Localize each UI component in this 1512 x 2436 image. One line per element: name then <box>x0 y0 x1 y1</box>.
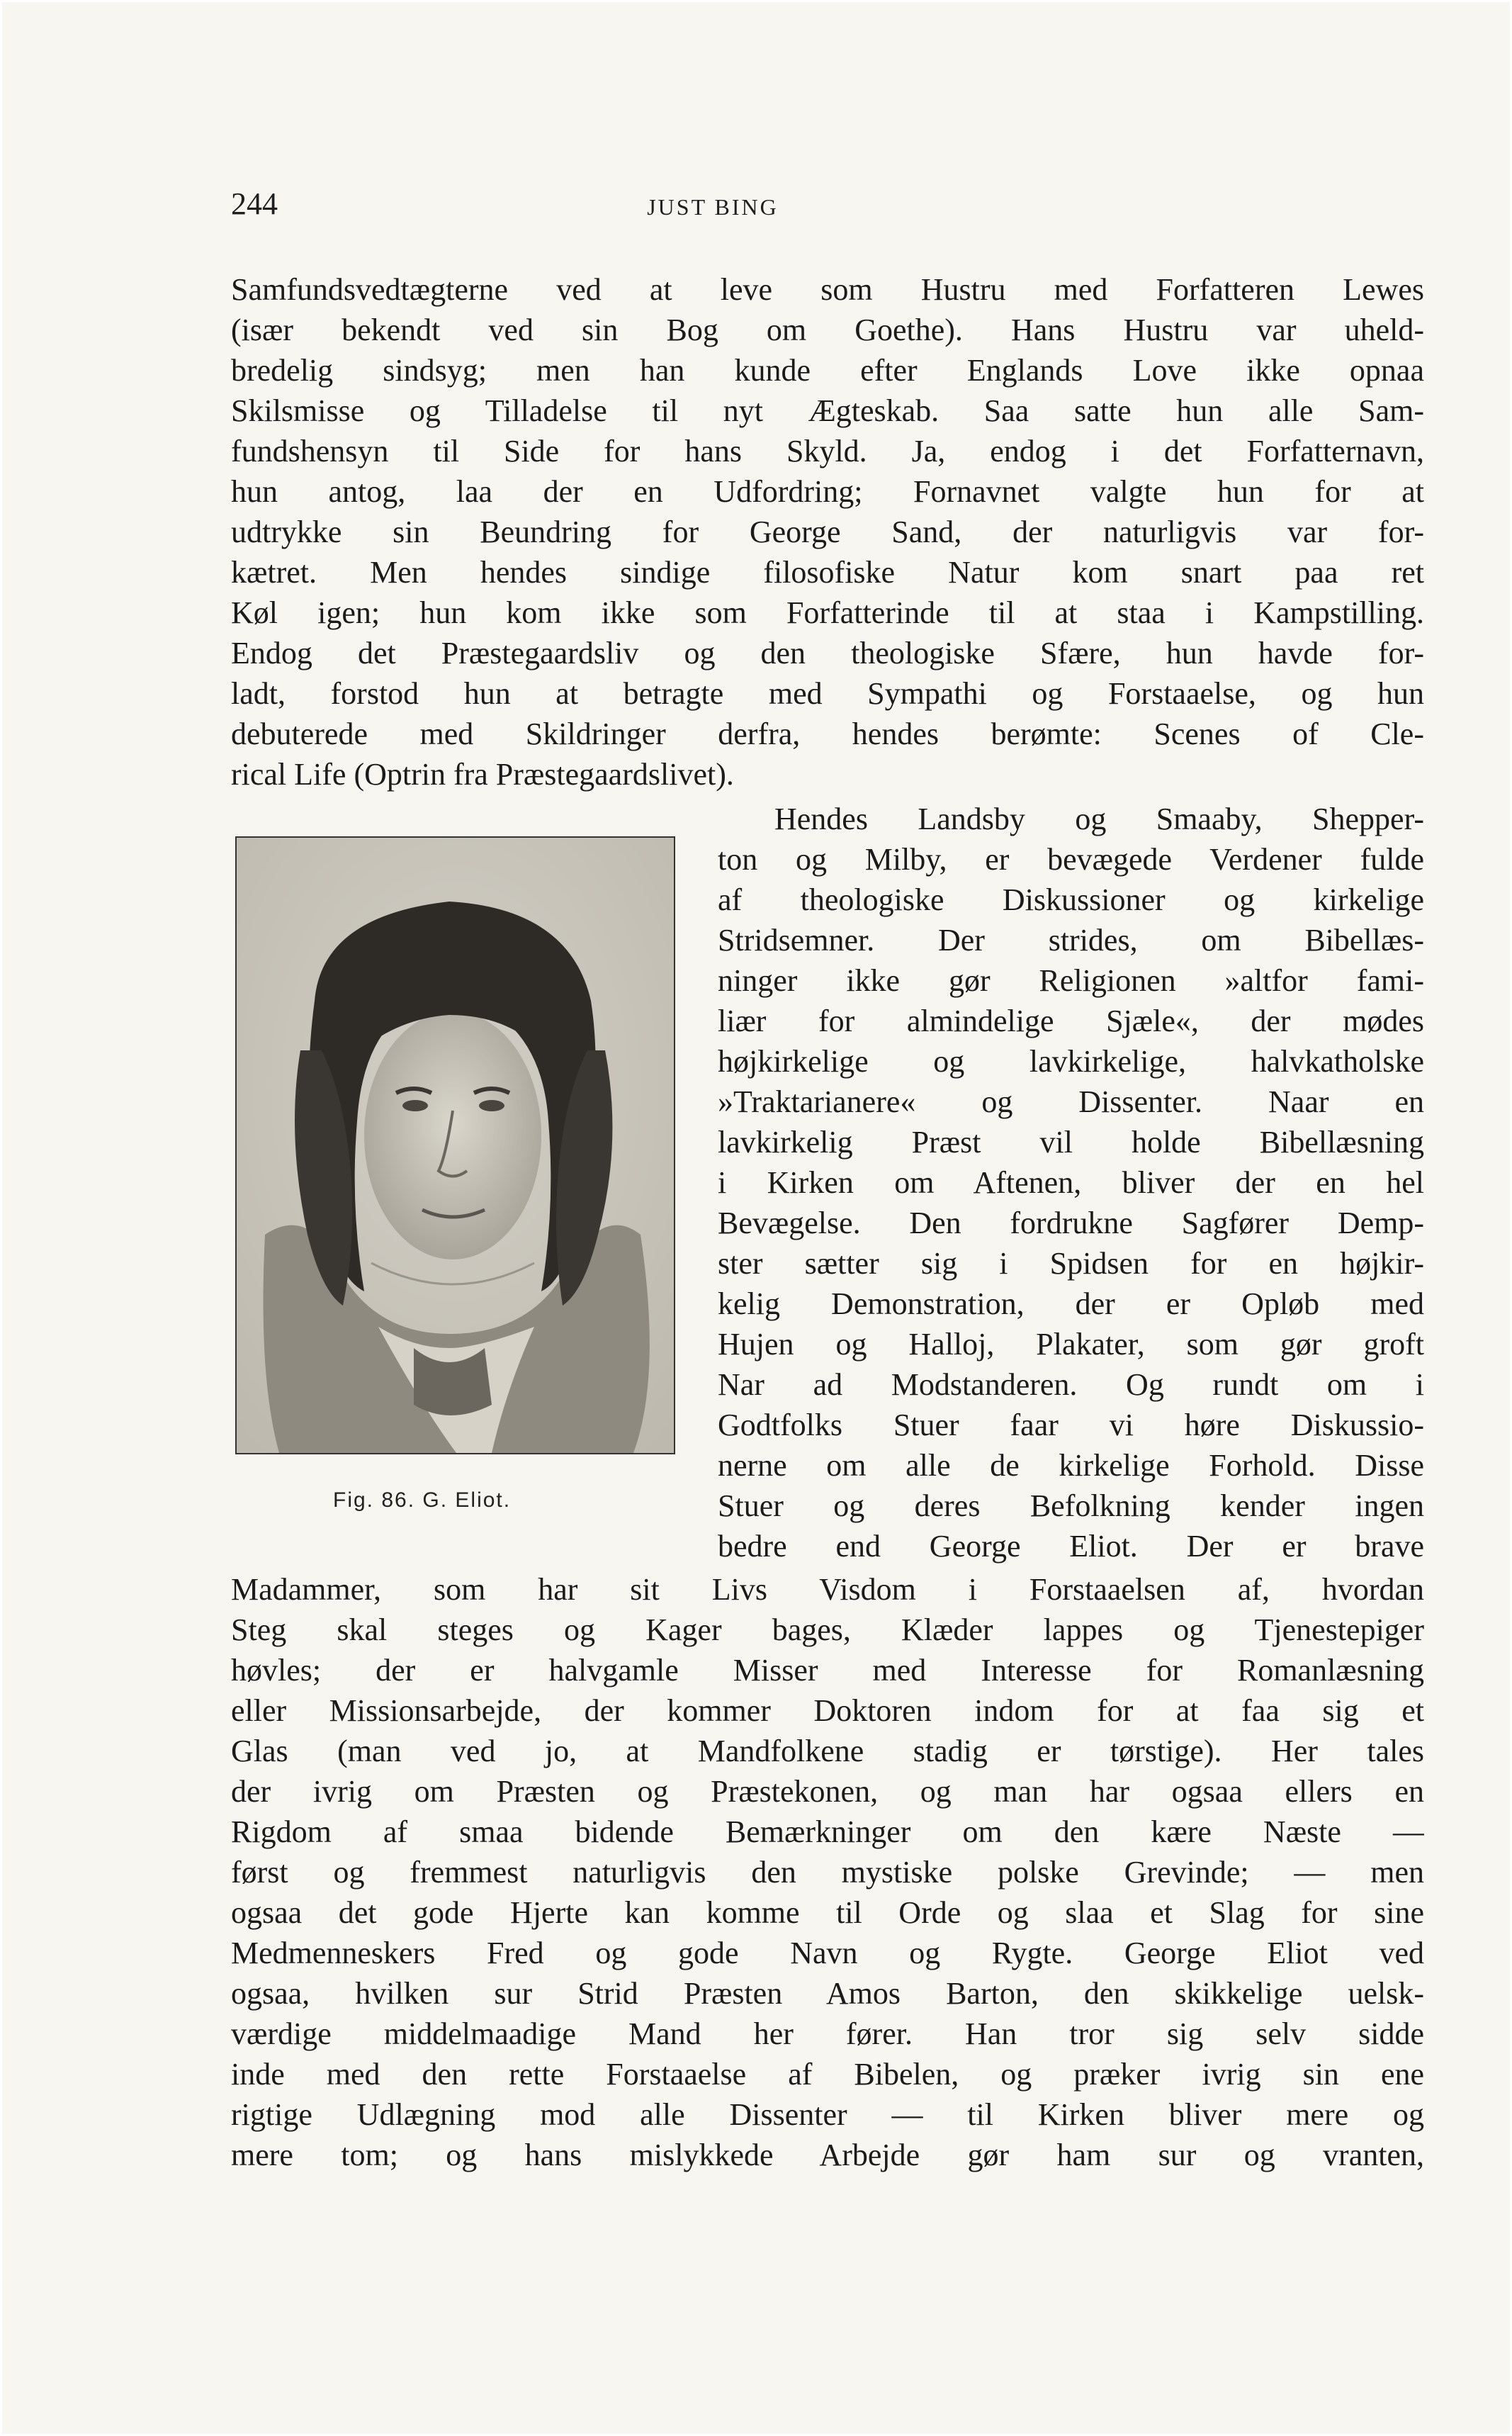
text-line: nerne om alle de kirkelige Forhold. Disse <box>718 1448 1424 1483</box>
text-line: Køl igen; hun kom ikke som Forfatterinde til at staa i Kampstilling. <box>231 595 1424 630</box>
text-line: Godtfolks Stuer faar vi høre Diskussio- <box>718 1408 1424 1442</box>
text-line: Rigdom af smaa bidende Bemærkninger om den kære Næste — <box>231 1814 1424 1849</box>
text-line: af theologiske Diskussioner og kirkelige <box>718 882 1424 917</box>
text-line: ladt, forstod hun at betragte med Sympathi og Forstaaelse, og hun <box>231 676 1424 711</box>
text-line: værdige middelmaadige Mand her fører. Han tror sig selv sidde <box>231 2016 1424 2051</box>
text-line: (især bekendt ved sin Bog om Goethe). Hans Hustru var uheld- <box>231 313 1424 347</box>
text-line: Medmenneskers Fred og gode Navn og Rygte. George Eliot ved <box>231 1936 1424 1970</box>
text-line: Steg skal steges og Kager bages, Klæder lappes og Tjenestepiger <box>231 1612 1424 1647</box>
text-line: ogsaa, hvilken sur Strid Præsten Amos Barton, den skikkelige uelsk- <box>231 1976 1424 2011</box>
text-line: Stuer og deres Befolkning kender ingen <box>718 1488 1424 1523</box>
text-line: debuterede med Skildringer derfra, hendes berømte: Scenes of Cle- <box>231 717 1424 751</box>
text-line: eller Missionsarbejde, der kommer Doktoren indom for at faa sig et <box>231 1693 1424 1728</box>
text-line: udtrykke sin Beundring for George Sand, der naturligvis var for- <box>231 515 1424 549</box>
text-line: i Kirken om Aftenen, bliver der en hel <box>718 1165 1424 1200</box>
text-line: Nar ad Modstanderen. Og rundt om i <box>718 1367 1424 1402</box>
text-line: Stridsemner. Der strides, om Bibellæs- <box>718 923 1424 958</box>
text-line: fundshensyn til Side for hans Skyld. Ja, endog i det Forfatternavn, <box>231 434 1424 468</box>
text-line: ton og Milby, er bevægede Verdener fulde <box>718 842 1424 877</box>
text-line: høvles; der er halvgamle Misser med Interesse for Romanlæsning <box>231 1653 1424 1688</box>
text-line: rigtige Udlægning mod alle Dissenter — til Kirken bliver mere og <box>231 2097 1424 2132</box>
text-line: kætret. Men hendes sindige filosofiske Natur kom snart paa ret <box>231 555 1424 590</box>
text-line: der ivrig om Præsten og Præstekonen, og man har ogsaa ellers en <box>231 1774 1424 1809</box>
text-line: hun antog, laa der en Udfordring; Fornavnet valgte hun for at <box>231 474 1424 509</box>
page-number: 244 <box>231 186 278 221</box>
text-line: først og fremmest naturligvis den mystiske polske Grevinde; — men <box>231 1855 1424 1890</box>
text-line: Endog det Præstegaardsliv og den theologiske Sfære, hun havde for- <box>231 636 1424 670</box>
text-line: Bevægelse. Den fordrukne Sagfører Demp- <box>718 1206 1424 1240</box>
text-line: »Traktarianere« og Dissenter. Naar en <box>718 1084 1424 1119</box>
text-line: mere tom; og hans mislykkede Arbejde gør ham sur og vranten, <box>231 2138 1424 2172</box>
text-line: højkirkelige og lavkirkelige, halvkatholske <box>718 1044 1424 1079</box>
text-line: Skilsmisse og Tilladelse til nyt Ægteskab. Saa satte hun alle Sam- <box>231 393 1424 428</box>
text-line: bedre end George Eliot. Der er brave <box>718 1529 1424 1564</box>
text-line: inde med den rette Forstaaelse af Bibelen, og præker ivrig sin ene <box>231 2057 1424 2092</box>
text-line: rical Life (Optrin fra Præstegaardslivet). <box>231 757 734 792</box>
text-line: liær for almindelige Sjæle«, der mødes <box>718 1004 1424 1038</box>
text-line: kelig Demonstration, der er Opløb med <box>718 1286 1424 1321</box>
text-line: Samfundsvedtægterne ved at leve som Hustru med Forfatteren Lewes <box>231 272 1424 307</box>
text-line: ogsaa det gode Hjerte kan komme til Orde og slaa et Slag for sine <box>231 1895 1424 1930</box>
portrait-figure <box>235 836 675 1454</box>
text-line: Hujen og Halloj, Plakater, som gør groft <box>718 1327 1424 1362</box>
running-head: JUST BING <box>647 194 779 220</box>
text-line: Madammer, som har sit Livs Visdom i Forstaaelsen af, hvordan <box>231 1572 1424 1607</box>
text-line: Glas (man ved jo, at Mandfolkene stadig er tørstige). Her tales <box>231 1734 1424 1768</box>
text-line: ninger ikke gør Religionen »altfor fami- <box>718 963 1424 998</box>
figure-caption: Fig. 86. G. Eliot. <box>333 1488 512 1512</box>
page-header <box>231 186 1424 228</box>
text-line: Hendes Landsby og Smaaby, Shepper- <box>774 802 1424 836</box>
portrait-illustration <box>237 838 674 1453</box>
text-line: lavkirkelig Præst vil holde Bibellæsning <box>718 1125 1424 1160</box>
text-line: ster sætter sig i Spidsen for en højkir- <box>718 1246 1424 1281</box>
text-line: bredelig sindsyg; men han kunde efter Englands Love ikke opnaa <box>231 353 1424 388</box>
